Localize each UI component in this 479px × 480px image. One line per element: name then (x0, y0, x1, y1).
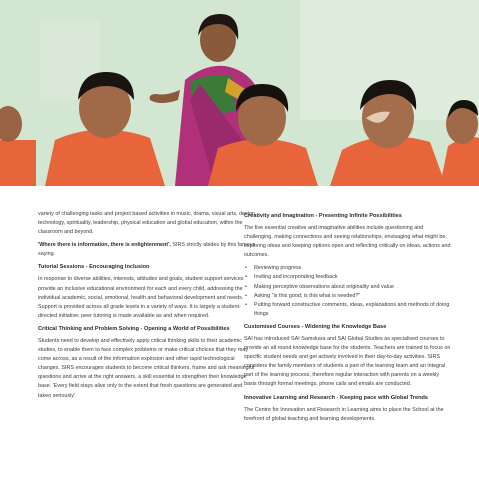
tutorial-heading: Tutorial Sessions - Encouraging Inclusion (38, 264, 150, 271)
innovative-body: The Centre for Innovation and Research in Learning aims to place the School at the forefront of global teaching and learning developments. (244, 406, 444, 422)
critical-heading: Critical Thinking and Problem Solving - Opening a World of Possibilities (38, 325, 230, 332)
classroom-illustration (0, 0, 479, 186)
right-text-column (244, 210, 452, 428)
innovative-heading: Innovative Learning and Research - Keeping pace with Global Trends (244, 394, 429, 401)
list-item: • Reviewing progress (252, 264, 452, 273)
left-text-column (38, 210, 256, 405)
list-item: • Making perceptive observations about originality and value (252, 283, 452, 292)
tutorial-body: In response to diverse abilities, interests, attitudes and goals, student support services provide an inclusive educational environment for each and every child, addressing the individual academic, social, emotional, health and behavioral development and needs. Support is provided across all grade levels in a variety of ways. It is largely a student-directed initiative; peer tutoring is made available as and when required. (38, 276, 244, 319)
customised-body: SAI has introduced SAI Samskara and SAI Global Studies as specialised courses to provide an all round knowledge base for the students. Teachers are trained to focus on specific student needs and get actively involved in their day-to-day activities. SIRS considers the family members of students a part of the learning team and an integral part of the learning process, therefore regular interaction with parents on a weekly basis through formal meetings, phone calls and emails are conducted. (244, 335, 451, 388)
creativity-heading: Creativity and Imagination - Presenting Infinite Possibilities (244, 213, 402, 219)
creativity-bullet-list (244, 264, 452, 319)
quote-bold: 'Where there is information, there is enlightenment', (38, 242, 171, 249)
list-item: • Putting forward constructive comments, ideas, explanations and methods of doing things (252, 301, 452, 319)
quote-rest: SIRS strictly abides by this famous saying. (38, 242, 256, 258)
creativity-body: The five essential creative and imaginative abilities include questioning and challenging, making connections and seeing relationships, envisaging what might be, exploring ideas and keeping options open and reflecting critically on ideas, actions and outcomes. (244, 225, 451, 259)
critical-body: Students need to develop and effectively apply critical thinking skills to their academic studies, to enable them to face complex problems or make critical choices that they may come across, as a result of the information explosion and other rapid technological changes. SIRS encourages students to become critical thinkers, frame and ask meaningful questions and arrive at the right answers, a skill essential to strengthen their knowledge base. 'Every field stays alive only to the extent that fresh questions are generated and taken seriously'. (38, 337, 255, 399)
quote-paragraph (38, 241, 256, 259)
intro-paragraph: variety of challenging tasks and project based activities in music, drama, visual arts, design technology, spirituality, leadership, physical education and global education, within the classroom and beyond. (38, 211, 255, 236)
customised-heading: Customised Courses - Widening the Knowledge Base (244, 323, 387, 330)
classroom-photo (0, 0, 479, 186)
list-item: • Asking "is this good; is this what is needed?" (252, 292, 452, 301)
list-item: • Inviting and incorporating feedback (252, 273, 452, 282)
